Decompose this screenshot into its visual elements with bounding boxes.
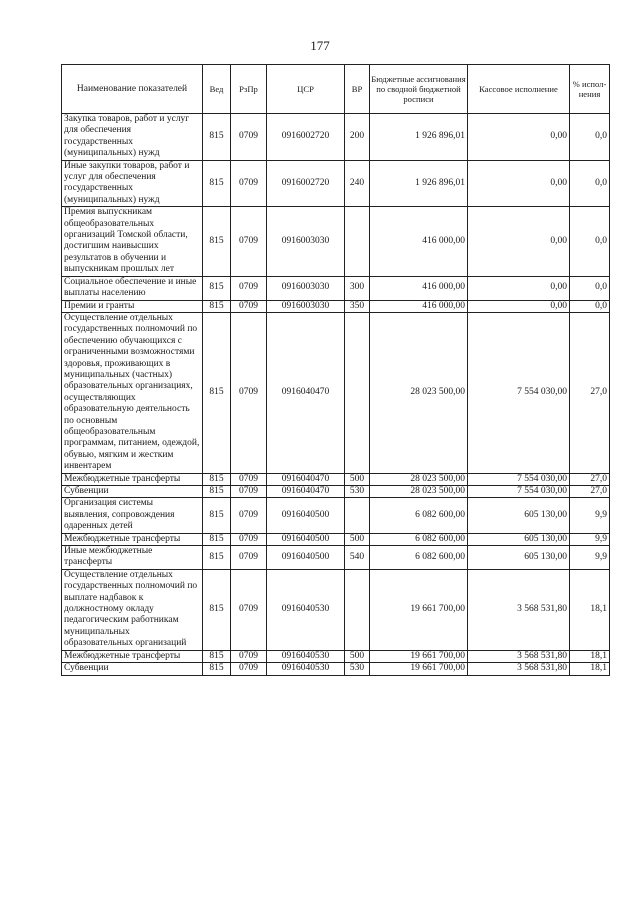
row-csr: 0916040500 — [267, 533, 345, 545]
row-vr: 500 — [345, 650, 370, 662]
row-cash: 0,00 — [468, 276, 570, 300]
row-percent: 18,1 — [570, 663, 610, 675]
row-rzpr: 0709 — [231, 546, 267, 570]
row-vr: 530 — [345, 663, 370, 675]
row-percent: 27,0 — [570, 486, 610, 498]
table-row — [62, 546, 610, 570]
row-csr: 0916040500 — [267, 498, 345, 533]
row-percent: 9,9 — [570, 498, 610, 533]
row-rzpr: 0709 — [231, 114, 267, 161]
row-csr: 0916040530 — [267, 663, 345, 675]
row-vr: 350 — [345, 300, 370, 312]
row-name: Межбюджетные трансферты — [62, 650, 203, 662]
row-vr — [345, 312, 370, 473]
row-cash: 0,00 — [468, 207, 570, 276]
row-percent: 0,0 — [570, 300, 610, 312]
header-name: Наименование показателей — [62, 65, 203, 114]
row-cash: 7 554 030,00 — [468, 473, 570, 485]
row-name: Осуществление отдельных государственных полномочий по выплате надбавок к должностному окладу педагогическим работникам муниципальных образовательных организаций — [62, 569, 203, 650]
row-cash: 605 130,00 — [468, 546, 570, 570]
row-ved: 815 — [203, 276, 231, 300]
header-cash: Кассовое исполнение — [468, 65, 570, 114]
row-rzpr: 0709 — [231, 533, 267, 545]
row-budget: 6 082 600,00 — [370, 546, 468, 570]
row-ved: 815 — [203, 533, 231, 545]
row-rzpr: 0709 — [231, 473, 267, 485]
row-ved: 815 — [203, 498, 231, 533]
table-row — [62, 160, 610, 207]
row-ved: 815 — [203, 546, 231, 570]
row-name: Организация системы выявления, сопровождения одаренных детей — [62, 498, 203, 533]
row-budget: 19 661 700,00 — [370, 663, 468, 675]
row-budget: 416 000,00 — [370, 276, 468, 300]
table-row — [62, 312, 610, 473]
row-vr — [345, 498, 370, 533]
row-cash: 605 130,00 — [468, 498, 570, 533]
row-cash: 3 568 531,80 — [468, 569, 570, 650]
row-rzpr: 0709 — [231, 569, 267, 650]
row-name: Субвенции — [62, 486, 203, 498]
header-ved: Вед — [203, 65, 231, 114]
row-ved: 815 — [203, 207, 231, 276]
row-name: Межбюджетные трансферты — [62, 473, 203, 485]
row-percent: 27,0 — [570, 312, 610, 473]
table-row — [62, 663, 610, 675]
table-row — [62, 276, 610, 300]
row-vr: 530 — [345, 486, 370, 498]
row-budget: 28 023 500,00 — [370, 486, 468, 498]
row-cash: 3 568 531,80 — [468, 663, 570, 675]
row-csr: 0916040470 — [267, 473, 345, 485]
row-percent: 0,0 — [570, 114, 610, 161]
row-rzpr: 0709 — [231, 160, 267, 207]
row-percent: 9,9 — [570, 533, 610, 545]
header-budget: Бюджетные ассигнования по сводной бюджетной росписи — [370, 65, 468, 114]
row-vr: 500 — [345, 533, 370, 545]
header-vr: ВР — [345, 65, 370, 114]
row-budget: 6 082 600,00 — [370, 533, 468, 545]
row-vr: 500 — [345, 473, 370, 485]
row-name: Премии и гранты — [62, 300, 203, 312]
table-row — [62, 533, 610, 545]
row-rzpr: 0709 — [231, 300, 267, 312]
row-vr: 540 — [345, 546, 370, 570]
row-cash: 7 554 030,00 — [468, 486, 570, 498]
table-header-row — [62, 65, 610, 114]
table-row — [62, 498, 610, 533]
row-name: Иные закупки товаров, работ и услуг для обеспечения государственных (муниципальных) нужд — [62, 160, 203, 207]
row-percent: 0,0 — [570, 276, 610, 300]
row-ved: 815 — [203, 160, 231, 207]
row-rzpr: 0709 — [231, 650, 267, 662]
row-rzpr: 0709 — [231, 207, 267, 276]
row-budget: 28 023 500,00 — [370, 312, 468, 473]
row-percent: 27,0 — [570, 473, 610, 485]
row-rzpr: 0709 — [231, 498, 267, 533]
row-rzpr: 0709 — [231, 276, 267, 300]
row-ved: 815 — [203, 650, 231, 662]
row-budget: 416 000,00 — [370, 207, 468, 276]
row-budget: 416 000,00 — [370, 300, 468, 312]
row-budget: 6 082 600,00 — [370, 498, 468, 533]
row-csr: 0916003030 — [267, 300, 345, 312]
table-row — [62, 650, 610, 662]
row-vr: 200 — [345, 114, 370, 161]
table-row — [62, 207, 610, 276]
row-csr: 0916002720 — [267, 114, 345, 161]
row-name: Осуществление отдельных государственных полномочий по обеспечению обучающихся с ограниченными возможностями здоровья, проживающих в муниципальных (частных) образовательных организациях, осуществляющих образовательную деятельность по основным общеобразовательным программам, питанием, одеждой, обувью, мягким и жестким инвентарем — [62, 312, 203, 473]
row-budget: 19 661 700,00 — [370, 569, 468, 650]
row-budget: 1 926 896,01 — [370, 160, 468, 207]
row-csr: 0916040470 — [267, 486, 345, 498]
row-csr: 0916003030 — [267, 207, 345, 276]
row-vr: 240 — [345, 160, 370, 207]
row-ved: 815 — [203, 486, 231, 498]
row-budget: 19 661 700,00 — [370, 650, 468, 662]
row-cash: 605 130,00 — [468, 533, 570, 545]
budget-table — [61, 64, 610, 676]
row-csr: 0916003030 — [267, 276, 345, 300]
row-ved: 815 — [203, 114, 231, 161]
row-name: Субвенции — [62, 663, 203, 675]
header-percent: % испол-нения — [570, 65, 610, 114]
row-name: Социальное обеспечение и иные выплаты населению — [62, 276, 203, 300]
row-ved: 815 — [203, 312, 231, 473]
table-row — [62, 300, 610, 312]
row-name: Премия выпускникам общеобразовательных организаций Томской области, достигшим наивысших результатов в обучении и выпускникам прошлых лет — [62, 207, 203, 276]
row-ved: 815 — [203, 300, 231, 312]
row-name: Межбюджетные трансферты — [62, 533, 203, 545]
row-percent: 0,0 — [570, 207, 610, 276]
row-vr — [345, 207, 370, 276]
row-cash: 0,00 — [468, 114, 570, 161]
row-csr: 0916040530 — [267, 569, 345, 650]
row-csr: 0916040500 — [267, 546, 345, 570]
table-row — [62, 473, 610, 485]
table-row — [62, 486, 610, 498]
row-budget: 1 926 896,01 — [370, 114, 468, 161]
row-cash: 0,00 — [468, 160, 570, 207]
row-name: Иные межбюджетные трансферты — [62, 546, 203, 570]
table-row — [62, 114, 610, 161]
row-cash: 3 568 531,80 — [468, 650, 570, 662]
row-ved: 815 — [203, 663, 231, 675]
header-rzpr: РзПр — [231, 65, 267, 114]
row-ved: 815 — [203, 569, 231, 650]
row-name: Закупка товаров, работ и услуг для обеспечения государственных (муниципальных) нужд — [62, 114, 203, 161]
row-rzpr: 0709 — [231, 663, 267, 675]
row-csr: 0916040470 — [267, 312, 345, 473]
row-vr: 300 — [345, 276, 370, 300]
row-vr — [345, 569, 370, 650]
header-csr: ЦСР — [267, 65, 345, 114]
page-number: 177 — [310, 38, 330, 53]
row-csr: 0916040530 — [267, 650, 345, 662]
row-cash: 7 554 030,00 — [468, 312, 570, 473]
table-row — [62, 569, 610, 650]
row-percent: 0,0 — [570, 160, 610, 207]
row-budget: 28 023 500,00 — [370, 473, 468, 485]
row-rzpr: 0709 — [231, 486, 267, 498]
row-ved: 815 — [203, 473, 231, 485]
row-rzpr: 0709 — [231, 312, 267, 473]
row-percent: 18,1 — [570, 569, 610, 650]
row-percent: 9,9 — [570, 546, 610, 570]
row-csr: 0916002720 — [267, 160, 345, 207]
row-percent: 18,1 — [570, 650, 610, 662]
row-cash: 0,00 — [468, 300, 570, 312]
